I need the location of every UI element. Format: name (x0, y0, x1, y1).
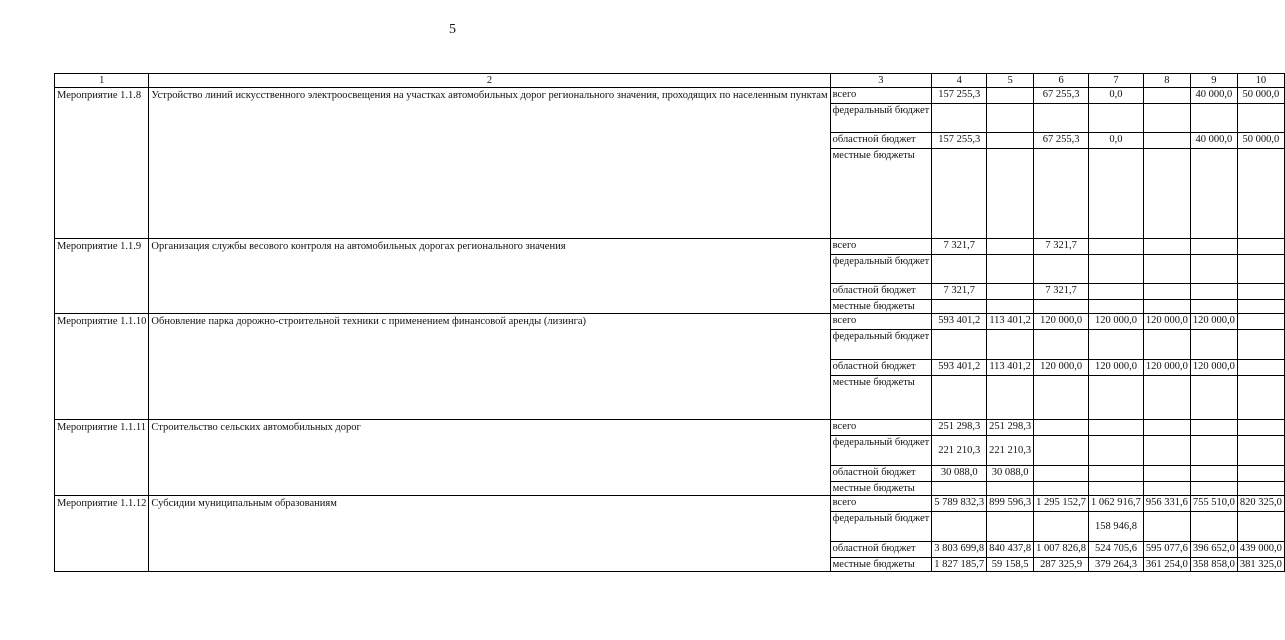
column-header-5: 5 (987, 74, 1034, 88)
value-cell (1237, 314, 1284, 330)
value-cell: 120 000,0 (1034, 314, 1089, 330)
value-cell: 157 255,3 (932, 88, 987, 104)
value-cell (1190, 104, 1237, 133)
funding-source: всего (830, 496, 932, 512)
value-cell: 840 437,8 (987, 542, 1034, 558)
value-cell (1190, 300, 1237, 314)
measure-code: Мероприятие 1.1.12 (55, 496, 149, 572)
value-cell: 7 321,7 (932, 284, 987, 300)
value-cell: 358 858,0 (1190, 558, 1237, 572)
column-header-7: 7 (1089, 74, 1144, 88)
value-cell (932, 482, 987, 496)
value-cell (1034, 255, 1089, 284)
measure-code: Мероприятие 1.1.8 (55, 88, 149, 239)
value-cell (1034, 482, 1089, 496)
value-cell (987, 300, 1034, 314)
measure-name: Устройство линий искусственного электроосвещения на участках автомобильных дорог регионального значения, проходящих по населенным пунктам (149, 88, 830, 239)
value-cell (1143, 512, 1190, 542)
funding-source: всего (830, 314, 932, 330)
value-cell (987, 330, 1034, 360)
value-cell (1143, 255, 1190, 284)
value-cell (1237, 149, 1284, 239)
measure-code: Мероприятие 1.1.10 (55, 314, 149, 420)
value-cell: 439 000,0 (1237, 542, 1284, 558)
funding-source: местные бюджеты (830, 300, 932, 314)
value-cell: 158 946,8 (1089, 512, 1144, 542)
value-cell: 251 298,3 (932, 420, 987, 436)
value-cell (1034, 466, 1089, 482)
value-cell (1089, 482, 1144, 496)
value-cell (1143, 149, 1190, 239)
value-cell: 221 210,3 (932, 436, 987, 466)
value-cell (1143, 88, 1190, 104)
value-cell: 59 158,5 (987, 558, 1034, 572)
value-cell (987, 284, 1034, 300)
value-cell: 7 321,7 (1034, 239, 1089, 255)
value-cell: 0,0 (1089, 133, 1144, 149)
value-cell (932, 300, 987, 314)
value-cell (1237, 284, 1284, 300)
funding-source: всего (830, 88, 932, 104)
value-cell (1089, 239, 1144, 255)
value-cell: 593 401,2 (932, 360, 987, 376)
value-cell: 120 000,0 (1143, 360, 1190, 376)
value-cell: 7 321,7 (932, 239, 987, 255)
value-cell: 30 088,0 (932, 466, 987, 482)
value-cell: 120 000,0 (1190, 360, 1237, 376)
value-cell: 113 401,2 (987, 360, 1034, 376)
value-cell (1143, 330, 1190, 360)
funding-source: местные бюджеты (830, 558, 932, 572)
funding-source: федеральный бюджет (830, 512, 932, 542)
funding-source: федеральный бюджет (830, 330, 932, 360)
column-header-10: 10 (1237, 74, 1284, 88)
value-cell: 381 325,0 (1237, 558, 1284, 572)
funding-source: федеральный бюджет (830, 436, 932, 466)
value-cell (932, 376, 987, 420)
value-cell: 120 000,0 (1190, 314, 1237, 330)
value-cell: 3 803 699,8 (932, 542, 987, 558)
value-cell (1034, 436, 1089, 466)
value-cell (1237, 104, 1284, 133)
column-header-6: 6 (1034, 74, 1089, 88)
value-cell (1089, 149, 1144, 239)
value-cell (1190, 284, 1237, 300)
value-cell: 396 652,0 (1190, 542, 1237, 558)
funding-source: местные бюджеты (830, 482, 932, 496)
value-cell (987, 88, 1034, 104)
funding-source: областной бюджет (830, 542, 932, 558)
value-cell (932, 104, 987, 133)
funding-source: областной бюджет (830, 133, 932, 149)
value-cell (1089, 466, 1144, 482)
value-cell (1089, 420, 1144, 436)
value-cell: 157 255,3 (932, 133, 987, 149)
value-cell (1089, 104, 1144, 133)
value-cell (1143, 104, 1190, 133)
value-cell (987, 255, 1034, 284)
value-cell (1034, 512, 1089, 542)
measure-name: Субсидии муниципальным образованиям (149, 496, 830, 572)
column-header-2: 2 (149, 74, 830, 88)
value-cell: 120 000,0 (1143, 314, 1190, 330)
table-row (55, 88, 1285, 104)
table-row (55, 314, 1285, 330)
value-cell (987, 376, 1034, 420)
value-cell (1190, 330, 1237, 360)
column-header-1: 1 (55, 74, 149, 88)
measure-name: Организация службы весового контроля на автомобильных дорогах регионального значения (149, 239, 830, 314)
value-cell: 379 264,3 (1089, 558, 1144, 572)
measure-name: Обновление парка дорожно-строительной техники с применением финансовой аренды (лизинга) (149, 314, 830, 420)
value-cell (1237, 300, 1284, 314)
value-cell (1237, 255, 1284, 284)
value-cell (987, 512, 1034, 542)
funding-source: всего (830, 239, 932, 255)
value-cell: 40 000,0 (1190, 133, 1237, 149)
funding-source: федеральный бюджет (830, 255, 932, 284)
value-cell: 1 062 916,7 (1089, 496, 1144, 512)
funding-source: местные бюджеты (830, 376, 932, 420)
value-cell: 113 401,2 (987, 314, 1034, 330)
value-cell (1143, 284, 1190, 300)
value-cell (1143, 436, 1190, 466)
value-cell (1190, 466, 1237, 482)
value-cell: 40 000,0 (1190, 88, 1237, 104)
header-row (55, 74, 1285, 88)
value-cell: 5 789 832,3 (932, 496, 987, 512)
value-cell (1190, 239, 1237, 255)
funding-source: местные бюджеты (830, 149, 932, 239)
value-cell (1237, 360, 1284, 376)
value-cell (932, 149, 987, 239)
value-cell (1089, 436, 1144, 466)
value-cell (1237, 420, 1284, 436)
value-cell (987, 133, 1034, 149)
funding-source: федеральный бюджет (830, 104, 932, 133)
value-cell: 30 088,0 (987, 466, 1034, 482)
value-cell (1237, 512, 1284, 542)
value-cell (1143, 420, 1190, 436)
value-cell (1034, 330, 1089, 360)
value-cell (1143, 133, 1190, 149)
value-cell (987, 149, 1034, 239)
value-cell (1237, 436, 1284, 466)
value-cell (1034, 149, 1089, 239)
funding-source: всего (830, 420, 932, 436)
page-number: 5 (449, 22, 456, 37)
value-cell: 7 321,7 (1034, 284, 1089, 300)
value-cell (1237, 482, 1284, 496)
value-cell (1143, 376, 1190, 420)
column-header-9: 9 (1190, 74, 1237, 88)
value-cell: 1 827 185,7 (932, 558, 987, 572)
value-cell: 361 254,0 (1143, 558, 1190, 572)
value-cell (1237, 466, 1284, 482)
value-cell (1237, 376, 1284, 420)
column-header-3: 3 (830, 74, 932, 88)
value-cell (1190, 436, 1237, 466)
value-cell (1143, 466, 1190, 482)
value-cell (1034, 420, 1089, 436)
value-cell (1089, 300, 1144, 314)
value-cell: 120 000,0 (1089, 360, 1144, 376)
value-cell (1237, 330, 1284, 360)
value-cell (987, 482, 1034, 496)
budget-table (54, 73, 1285, 572)
value-cell: 67 255,3 (1034, 88, 1089, 104)
measure-name: Строительство сельских автомобильных дорог (149, 420, 830, 496)
value-cell: 50 000,0 (1237, 133, 1284, 149)
value-cell: 755 510,0 (1190, 496, 1237, 512)
value-cell: 1 295 152,7 (1034, 496, 1089, 512)
value-cell (1143, 239, 1190, 255)
value-cell (1237, 239, 1284, 255)
value-cell: 120 000,0 (1089, 314, 1144, 330)
value-cell (932, 330, 987, 360)
value-cell (1089, 330, 1144, 360)
value-cell: 595 077,6 (1143, 542, 1190, 558)
value-cell (987, 104, 1034, 133)
value-cell: 0,0 (1089, 88, 1144, 104)
value-cell: 50 000,0 (1237, 88, 1284, 104)
value-cell: 593 401,2 (932, 314, 987, 330)
column-header-4: 4 (932, 74, 987, 88)
value-cell (1190, 420, 1237, 436)
value-cell (1143, 300, 1190, 314)
value-cell: 1 007 826,8 (1034, 542, 1089, 558)
table-row (55, 420, 1285, 436)
value-cell (1190, 512, 1237, 542)
value-cell: 67 255,3 (1034, 133, 1089, 149)
funding-source: областной бюджет (830, 284, 932, 300)
column-header-8: 8 (1143, 74, 1190, 88)
value-cell (1034, 104, 1089, 133)
value-cell (1190, 376, 1237, 420)
value-cell (1190, 255, 1237, 284)
value-cell (1089, 255, 1144, 284)
value-cell (1089, 376, 1144, 420)
table-row (55, 239, 1285, 255)
value-cell (1034, 376, 1089, 420)
value-cell (1190, 149, 1237, 239)
value-cell: 221 210,3 (987, 436, 1034, 466)
measure-code: Мероприятие 1.1.9 (55, 239, 149, 314)
funding-source: областной бюджет (830, 360, 932, 376)
value-cell (1034, 300, 1089, 314)
value-cell: 524 705,6 (1089, 542, 1144, 558)
value-cell: 120 000,0 (1034, 360, 1089, 376)
funding-source: областной бюджет (830, 466, 932, 482)
value-cell (932, 255, 987, 284)
value-cell: 899 596,3 (987, 496, 1034, 512)
value-cell: 956 331,6 (1143, 496, 1190, 512)
value-cell (932, 512, 987, 542)
table-row (55, 496, 1285, 512)
measure-code: Мероприятие 1.1.11 (55, 420, 149, 496)
value-cell: 287 325,9 (1034, 558, 1089, 572)
value-cell (1089, 284, 1144, 300)
value-cell (1143, 482, 1190, 496)
value-cell: 251 298,3 (987, 420, 1034, 436)
value-cell: 820 325,0 (1237, 496, 1284, 512)
table-body (55, 74, 1285, 572)
value-cell (1190, 482, 1237, 496)
value-cell (987, 239, 1034, 255)
